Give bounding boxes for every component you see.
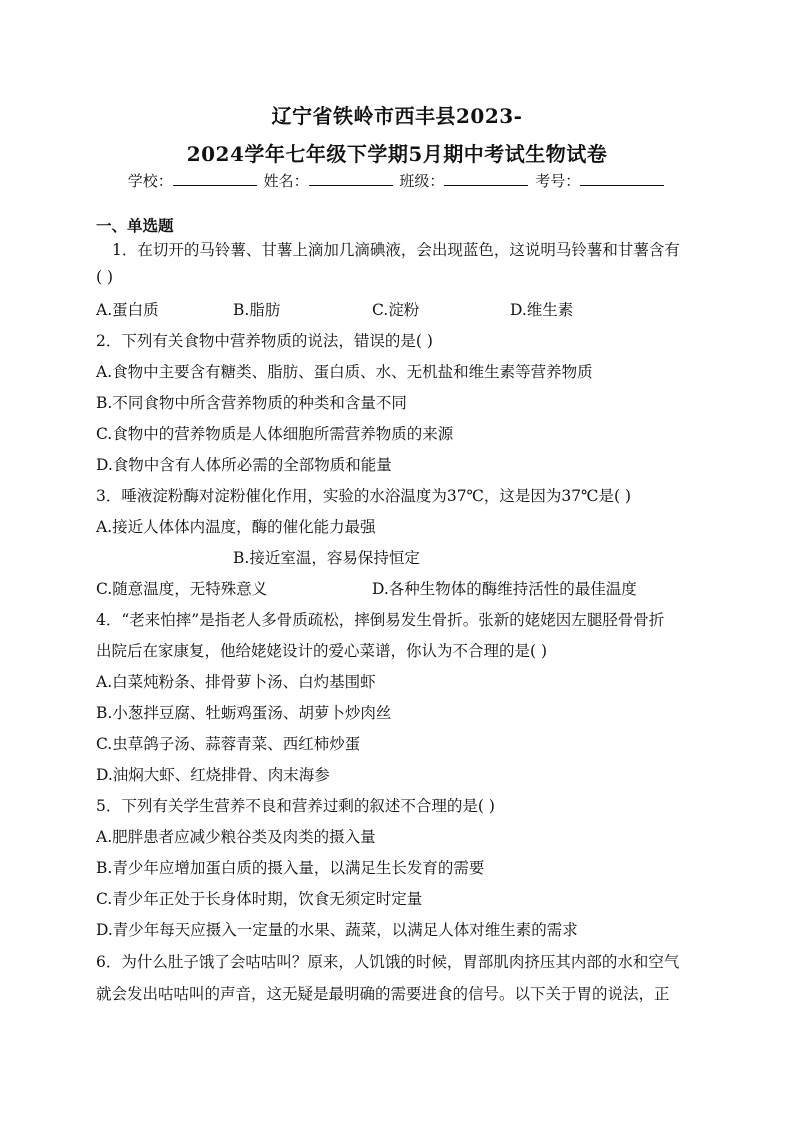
question-5-option-a[interactable]: A.肥胖患者应减少粮谷类及肉类的摄入量 bbox=[96, 828, 376, 846]
exam-title-line-2: 2024学年七年级下学期5月期中考试生物试卷 bbox=[186, 142, 608, 166]
question-4-stem-line-2: 出院后在家康复，他给姥姥设计的爱心菜谱，你认为不合理的是( ) bbox=[96, 642, 548, 660]
question-3-option-c[interactable]: C.随意温度，无特殊意义 bbox=[96, 580, 268, 598]
question-4-option-b[interactable]: B.小葱拌豆腐、牡蛎鸡蛋汤、胡萝卜炒肉丝 bbox=[96, 704, 392, 722]
question-3-option-d[interactable]: D.各种生物体的酶维持活性的最佳温度 bbox=[372, 580, 637, 598]
student-info-row bbox=[0, 170, 794, 191]
question-4-option-d[interactable]: D.油焖大虾、红烧排骨、肉末海参 bbox=[96, 766, 330, 784]
exam-no-blank[interactable] bbox=[580, 171, 664, 186]
question-4-option-c[interactable]: C.虫草鸽子汤、蒜蓉青菜、西红柿炒蛋 bbox=[96, 735, 361, 753]
question-1-option-b[interactable]: B.脂肪 bbox=[233, 301, 281, 319]
question-1-stem-line-2: ( ) bbox=[96, 268, 114, 286]
class-label: 班级： bbox=[399, 172, 445, 190]
name-blank[interactable] bbox=[309, 171, 393, 186]
question-3-stem: 3．唾液淀粉酶对淀粉催化作用，实验的水浴温度为37℃，这是因为37℃是( ) bbox=[96, 487, 632, 505]
question-1-option-d[interactable]: D.维生素 bbox=[510, 301, 574, 319]
question-1-option-c[interactable]: C.淀粉 bbox=[372, 301, 420, 319]
question-5-option-c[interactable]: C.青少年正处于长身体时期，饮食无须定时定量 bbox=[96, 890, 423, 908]
section-heading: 一、单选题 bbox=[96, 217, 174, 235]
exam-title-line-1: 辽宁省铁岭市西丰县2023- bbox=[271, 104, 523, 128]
question-5-option-b[interactable]: B.青少年应增加蛋白质的摄入量，以满足生长发育的需要 bbox=[96, 859, 485, 877]
question-3-option-a[interactable]: A.接近人体体内温度，酶的催化能力最强 bbox=[96, 518, 376, 536]
question-6-stem-line-2: 就会发出咕咕叫的声音，这无疑是最明确的需要进食的信号。以下关于胃的说法，正 bbox=[96, 985, 670, 1003]
question-6-stem-line-1: 6．为什么肚子饿了会咕咕叫？原来，人饥饿的时候，胃部肌肉挤压其内部的水和空气 bbox=[96, 953, 680, 971]
question-5-option-d[interactable]: D.青少年每天应摄入一定量的水果、蔬菜，以满足人体对维生素的需求 bbox=[96, 921, 578, 939]
question-4-stem-line-1: 4．“老来怕摔”是指老人多骨质疏松，摔倒易发生骨折。张新的姥姥因左腿胫骨骨折 bbox=[96, 611, 665, 629]
exam-no-label: 考号： bbox=[535, 172, 581, 190]
school-label: 学校： bbox=[127, 172, 173, 190]
question-1-option-a[interactable]: A.蛋白质 bbox=[96, 301, 159, 319]
question-2-option-c[interactable]: C.食物中的营养物质是人体细胞所需营养物质的来源 bbox=[96, 425, 454, 443]
question-5-stem: 5．下列有关学生营养不良和营养过剩的叙述不合理的是( ) bbox=[96, 797, 495, 815]
class-blank[interactable] bbox=[444, 171, 528, 186]
school-blank[interactable] bbox=[173, 171, 257, 186]
question-1-stem-line-1: 1．在切开的马铃薯、甘薯上滴加几滴碘液，会出现蓝色，这说明马铃薯和甘薯含有 bbox=[112, 241, 680, 259]
question-2-option-a[interactable]: A.食物中主要含有糖类、脂肪、蛋白质、水、无机盐和维生素等营养物质 bbox=[96, 363, 593, 381]
name-label: 姓名： bbox=[263, 172, 309, 190]
question-2-option-b[interactable]: B.不同食物中所含营养物质的种类和含量不同 bbox=[96, 394, 407, 412]
question-4-option-a[interactable]: A.白菜炖粉条、排骨萝卜汤、白灼基围虾 bbox=[96, 673, 376, 691]
question-2-stem: 2．下列有关食物中营养物质的说法，错误的是( ) bbox=[96, 332, 433, 350]
question-2-option-d[interactable]: D.食物中含有人体所必需的全部物质和能量 bbox=[96, 456, 392, 474]
question-3-option-b[interactable]: B.接近室温，容易保持恒定 bbox=[233, 549, 420, 567]
